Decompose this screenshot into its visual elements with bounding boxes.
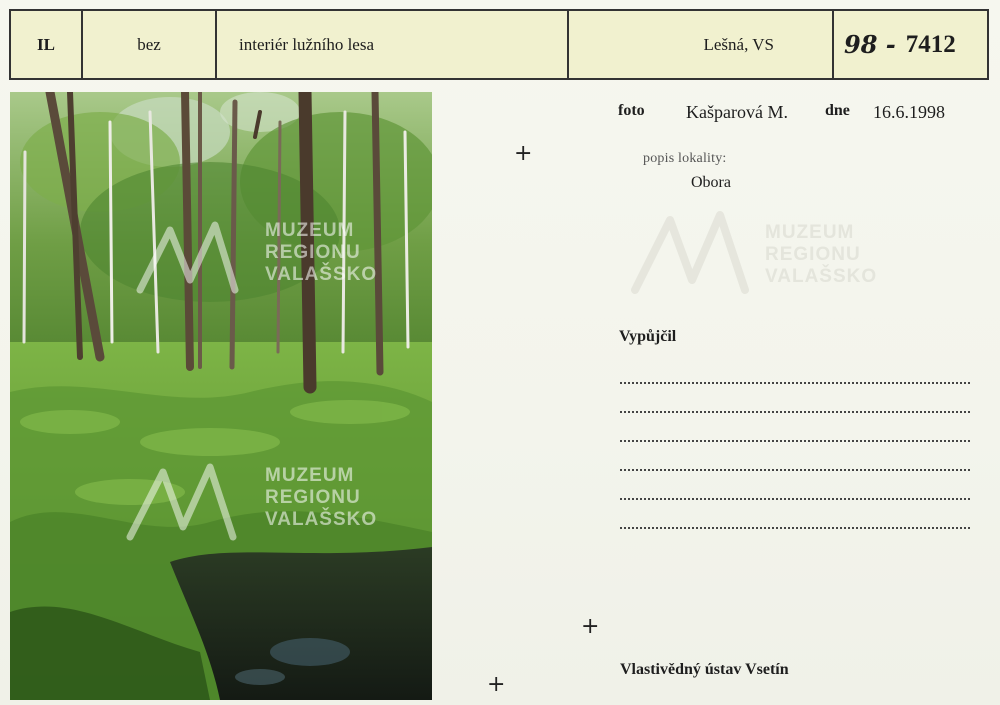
watermark-line2: REGIONU [265,487,361,508]
inventory-number-prefix: 98 - [844,30,896,59]
photo-description: interiér lužního lesa [215,11,567,78]
forest-photo [10,92,432,700]
registration-cross-mark: + [487,672,506,697]
museum-logo-mark-paper [630,200,760,300]
card-header [9,9,989,80]
borrower-line [620,498,970,500]
watermark-line3: VALAŠSKO [265,264,378,285]
photo-watermark-top [265,220,377,286]
borrower-line [620,382,970,384]
borrower-line [620,440,970,442]
borrower-line [620,469,970,471]
watermark-line3: VALAŠSKO [765,266,878,287]
borrower-label: Vypůjčil [619,328,677,345]
place-name: Lešná, VS [567,11,832,78]
photo-date: 16.6.1998 [873,102,945,122]
forest-photo-image [10,92,432,700]
watermark-line3: VALAŠSKO [265,509,378,530]
registration-cross-mark: + [514,141,533,166]
photo-watermark-bottom [265,465,377,531]
inventory-number-value: 7412 [905,30,956,58]
date-label: dne [825,102,850,119]
institution-name: Vlastivědný ústav Vsetín [620,661,789,678]
watermark-line1: MUZEUM [765,222,855,243]
specification: bez [81,11,215,78]
photo-label: foto [618,102,645,119]
museum-logo-mark [125,452,255,547]
category-code: IL [37,34,55,54]
museum-logo-mark [135,210,255,300]
borrower-line [620,411,970,413]
watermark-line1: MUZEUM [265,220,355,241]
registration-cross-mark: + [581,614,600,639]
inventory-number [832,11,987,78]
locality-value: Obora [691,174,731,191]
watermark-line2: REGIONU [265,242,361,263]
locality-label: popis lokality: [643,151,727,166]
borrower-line [620,527,970,529]
paper-watermark [765,222,877,288]
watermark-line1: MUZEUM [265,465,355,486]
watermark-line2: REGIONU [765,244,861,265]
photographer-name: Kašparová M. [686,102,788,122]
